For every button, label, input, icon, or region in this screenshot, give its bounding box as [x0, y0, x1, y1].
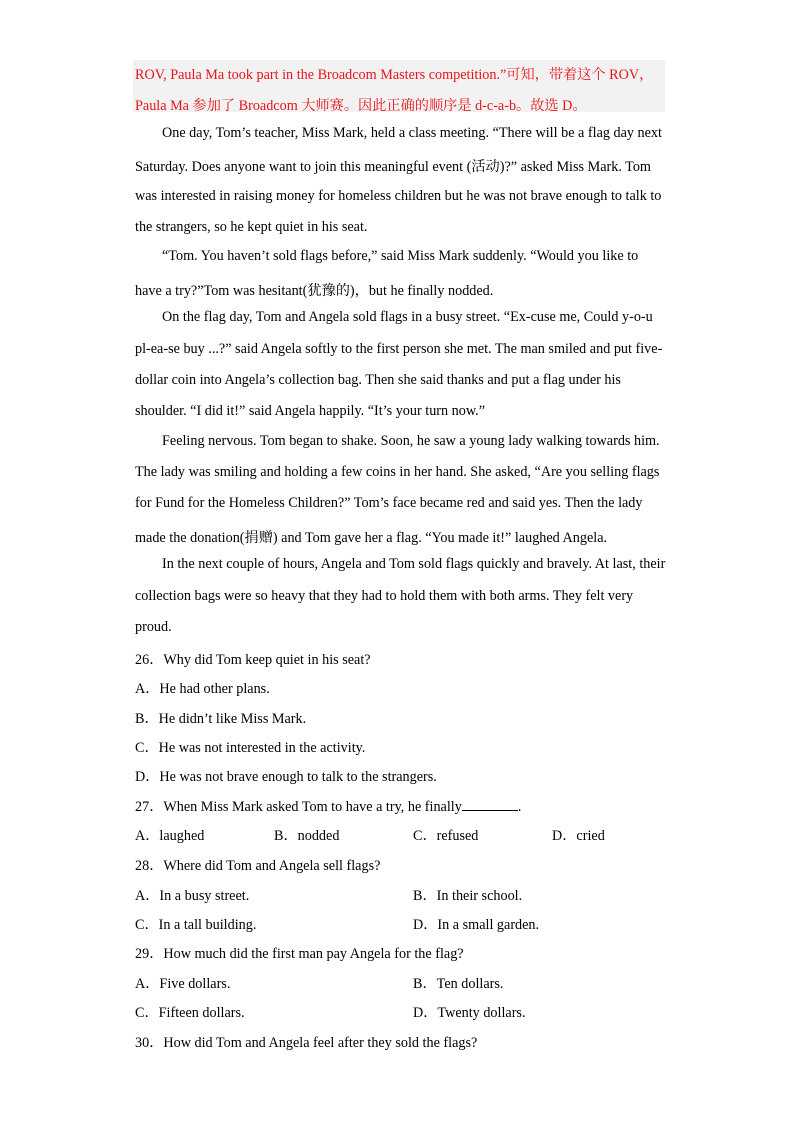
- passage-line: One day, Tom’s teacher, Miss Mark, held a class meeting. “There will be a flag day next: [162, 125, 662, 141]
- question-26-option-b: B．He didn’t like Miss Mark.: [135, 711, 307, 727]
- passage-line: The lady was smiling and holding a few coins in her hand. She asked, “Are you selling flags: [135, 464, 660, 480]
- answer-explanation-line: ROV, Paula Ma took part in the Broadcom Masters competition.”可知，带着这个 ROV，: [135, 67, 654, 83]
- question-30-stem: 30．How did Tom and Angela feel after they sold the flags?: [135, 1035, 478, 1051]
- passage-line: was interested in raising money for homeless children but he was not brave enough to talk to: [135, 188, 662, 204]
- question-27-stem-text: 27．When Miss Mark asked Tom to have a try, he finally: [135, 799, 462, 815]
- passage-line: shoulder. “I did it!” said Angela happily. “It’s your turn now.”: [135, 403, 486, 419]
- question-27-option-a: A．laughed: [135, 828, 205, 844]
- question-27-option-c: C．refused: [413, 828, 479, 844]
- question-29-option-c: C．Fifteen dollars.: [135, 1005, 245, 1021]
- question-26-option-d: D．He was not brave enough to talk to the strangers.: [135, 769, 437, 785]
- question-27-stem-end: .: [517, 799, 522, 815]
- question-27-option-d: D．cried: [552, 828, 605, 844]
- question-28-option-c: C．In a tall building.: [135, 917, 257, 933]
- passage-line: In the next couple of hours, Angela and Tom sold flags quickly and bravely. At last, their: [162, 556, 666, 572]
- question-28-option-a: A．In a busy street.: [135, 888, 250, 904]
- passage-line: Feeling nervous. Tom began to shake. Soon, he saw a young lady walking towards him.: [162, 433, 660, 449]
- passage-line: dollar coin into Angela’s collection bag. Then she said thanks and put a flag under his: [135, 372, 621, 388]
- passage-line: proud.: [135, 619, 172, 635]
- question-26-option-a: A．He had other plans.: [135, 681, 270, 697]
- question-29-option-a: A．Five dollars.: [135, 976, 231, 992]
- question-29-option-b: B．Ten dollars.: [413, 976, 504, 992]
- question-28-option-b: B．In their school.: [413, 888, 523, 904]
- question-27-stem: [135, 796, 521, 816]
- passage-line: made the donation(捐赠) and Tom gave her a flag. “You made it!” laughed Angela.: [135, 530, 608, 546]
- question-27-option-b: B．nodded: [274, 828, 340, 844]
- passage-line: for Fund for the Homeless Children?” Tom’s face became red and said yes. Then the lady: [135, 495, 643, 511]
- question-26-stem: 26．Why did Tom keep quiet in his seat?: [135, 652, 371, 668]
- passage-line: On the flag day, Tom and Angela sold flags in a busy street. “Ex-cuse me, Could y-o-u: [162, 309, 653, 325]
- question-26-option-c: C．He was not interested in the activity.: [135, 740, 366, 756]
- passage-line: have a try?”Tom was hesitant(犹豫的)，but he finally nodded.: [135, 283, 494, 299]
- question-28-option-d: D．In a small garden.: [413, 917, 540, 933]
- question-28-stem: 28．Where did Tom and Angela sell flags?: [135, 858, 381, 874]
- passage-line: the strangers, so he kept quiet in his seat.: [135, 219, 368, 235]
- passage-line: “Tom. You haven’t sold flags before,” said Miss Mark suddenly. “Would you like to: [162, 248, 639, 264]
- answer-blank: [462, 798, 518, 811]
- answer-explanation-line: Paula Ma 参加了 Broadcom 大师赛。因此正确的顺序是 d-c-a-b。故选 D。: [135, 98, 587, 114]
- passage-line: collection bags were so heavy that they had to hold them with both arms. They felt very: [135, 588, 634, 604]
- passage-line: Saturday. Does anyone want to join this meaningful event (活动)?” asked Miss Mark. Tom: [135, 159, 651, 175]
- question-29-stem: 29．How much did the first man pay Angela for the flag?: [135, 946, 464, 962]
- passage-line: pl-ea-se buy ...?” said Angela softly to the first person she met. The man smiled and put five-: [135, 341, 663, 357]
- question-29-option-d: D．Twenty dollars.: [413, 1005, 526, 1021]
